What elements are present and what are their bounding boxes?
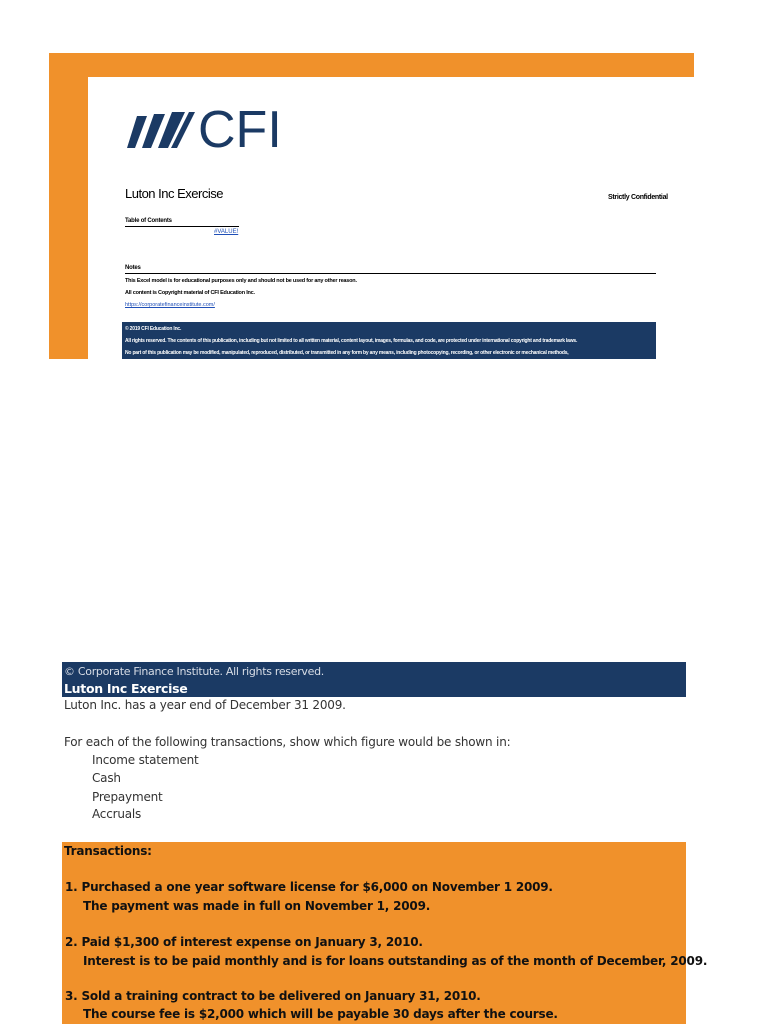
logo-wordmark: CFI [198, 101, 282, 159]
option-item: Income statement [92, 753, 199, 767]
notes-divider [125, 273, 656, 274]
toc-divider [125, 226, 239, 227]
notes-label: Notes [125, 265, 141, 271]
option-item: Prepayment [92, 790, 163, 804]
toc-link[interactable]: #VALUE! [214, 229, 239, 235]
exercise-intro: Luton Inc. has a year end of December 31 2009. [64, 698, 346, 712]
transactions-heading: Transactions: [64, 844, 152, 858]
transaction-line: 2. Paid $1,300 of interest expense on January 3, 2010. [65, 935, 423, 949]
transaction-detail: The course fee is $2,000 which will be payable 30 days after the course. [83, 1007, 558, 1021]
website-link[interactable]: https://corporatefinanceinstitute.com/ [125, 302, 215, 308]
copyright-line: © 2019 CFI Education Inc. [125, 326, 182, 332]
transaction-detail: The payment was made in full on November 1, 2009. [83, 899, 431, 913]
exercise-prompt: For each of the following transactions, show which figure would be shown in: [64, 735, 511, 749]
cover-title: Luton Inc Exercise [125, 186, 223, 201]
confidential-label: Strictly Confidential [608, 194, 668, 201]
copyright-box [122, 322, 656, 359]
copyright-line: No part of this publication may be modified, manipulated, reproduced, distributed, or transmitted in any form by any means, including photocopying, recording, or other electronic or mechanical methods, [125, 350, 569, 356]
toc-label: Table of Contents [125, 218, 172, 224]
transaction-line: 3. Sold a training contract to be delivered on January 31, 2010. [65, 989, 481, 1003]
exercise-title: Luton Inc Exercise [64, 681, 188, 696]
exercise-header [62, 662, 686, 697]
transaction-line: 1. Purchased a one year software license for $6,000 on November 1 2009. [65, 880, 553, 894]
copyright-line: All rights reserved. The contents of this publication, including but not limited to all written material, content layout, images, formulas, and code, are protected under international copyright and trademark laws. [125, 338, 578, 344]
note-line: This Excel model is for educational purposes only and should not be used for any other reason. [125, 278, 357, 284]
option-item: Accruals [92, 807, 142, 821]
transaction-detail: Interest is to be paid monthly and is for loans outstanding as of the month of December, 2009. [83, 954, 708, 968]
note-line: All content is Copyright material of CFI Education Inc. [125, 290, 255, 296]
option-item: Cash [92, 771, 121, 785]
transactions-box [62, 842, 708, 1024]
exercise-copyright: © Corporate Finance Institute. All rights reserved. [64, 665, 324, 678]
